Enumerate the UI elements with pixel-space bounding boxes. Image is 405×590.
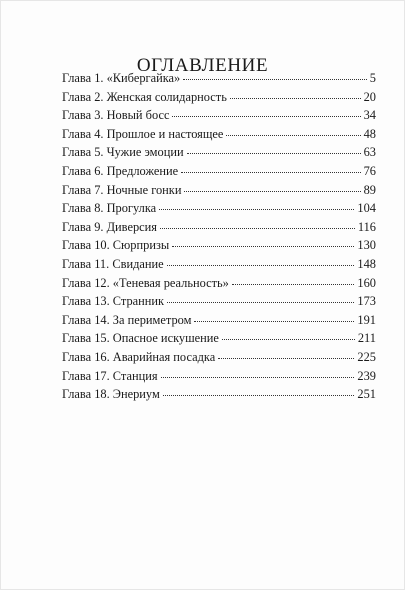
page-number: 5 <box>369 71 376 85</box>
toc-heading: ОГЛАВЛЕНИЕ <box>136 54 269 76</box>
dot-leader <box>172 245 354 247</box>
page-number: 191 <box>357 312 376 327</box>
chapter-title: Глава 7. Ночные гонки <box>62 182 182 197</box>
page-number: 251 <box>357 387 376 402</box>
dot-leader <box>161 376 355 378</box>
chapter-title: Глава 14. За периметром <box>62 312 192 327</box>
page-number: 63 <box>363 145 376 160</box>
chapter-title: Глава 18. Энериум <box>62 387 160 402</box>
page-number: 225 <box>357 349 376 364</box>
page-number: 89 <box>363 182 376 197</box>
toc-entry <box>62 164 376 183</box>
chapter-title: Глава 15. Опасное искушение <box>62 331 219 346</box>
dot-leader <box>167 301 354 303</box>
page-number: 130 <box>357 238 376 253</box>
page-number: 211 <box>357 331 376 346</box>
dot-leader <box>184 190 360 192</box>
chapter-title: Глава 3. Новый босс <box>62 108 170 123</box>
toc-entry <box>62 71 376 90</box>
toc-entry <box>62 220 376 239</box>
toc-entry <box>62 369 376 388</box>
page-number: 48 <box>363 126 376 141</box>
dot-leader <box>194 320 354 322</box>
chapter-title: Глава 1. «Кибергайка» <box>62 71 181 85</box>
page-number: 173 <box>357 294 376 309</box>
page-number: 160 <box>357 275 376 290</box>
dot-leader <box>159 208 354 210</box>
dot-leader <box>226 134 360 136</box>
dot-leader <box>187 152 361 154</box>
chapter-title: Глава 12. «Теневая реальность» <box>62 275 229 290</box>
dot-leader <box>232 283 355 285</box>
toc-entry <box>62 108 376 127</box>
toc-entry <box>62 127 376 146</box>
chapter-title: Глава 17. Станция <box>62 368 158 383</box>
toc-entry <box>62 145 376 164</box>
toc-entry <box>62 331 376 350</box>
dot-leader <box>172 115 360 117</box>
page-number: 76 <box>363 163 376 178</box>
toc-entry <box>62 387 376 406</box>
toc-entry <box>62 257 376 276</box>
chapter-title: Глава 6. Предложение <box>62 163 179 178</box>
page-number: 116 <box>357 219 376 234</box>
chapter-title: Глава 8. Прогулка <box>62 201 157 216</box>
dot-leader <box>230 97 361 99</box>
dot-leader <box>160 227 355 229</box>
toc-list <box>62 71 376 406</box>
page-number: 104 <box>357 201 376 216</box>
dot-leader <box>167 264 355 266</box>
page-number: 34 <box>363 108 376 123</box>
chapter-title: Глава 2. Женская солидарность <box>62 89 227 104</box>
toc-entry <box>62 313 376 332</box>
toc-entry <box>62 238 376 257</box>
toc-entry <box>62 201 376 220</box>
chapter-title: Глава 11. Свидание <box>62 256 164 271</box>
page-number: 20 <box>363 89 376 104</box>
chapter-title: Глава 9. Диверсия <box>62 219 157 234</box>
dot-leader <box>218 357 354 359</box>
dot-leader <box>183 78 367 80</box>
chapter-title: Глава 16. Аварийная посадка <box>62 349 216 364</box>
page-number: 148 <box>357 256 376 271</box>
dot-leader <box>163 394 355 396</box>
toc-entry <box>62 294 376 313</box>
toc-entry <box>62 90 376 109</box>
chapter-title: Глава 10. Сюрпризы <box>62 238 170 253</box>
toc-entry <box>62 183 376 202</box>
chapter-title: Глава 13. Странник <box>62 294 165 309</box>
page-number: 239 <box>357 368 376 383</box>
chapter-title: Глава 5. Чужие эмоции <box>62 145 184 160</box>
toc-entry <box>62 276 376 295</box>
toc-entry <box>62 350 376 369</box>
chapter-title: Глава 4. Прошлое и настоящее <box>62 126 224 141</box>
dot-leader <box>222 338 355 340</box>
dot-leader <box>181 171 361 173</box>
